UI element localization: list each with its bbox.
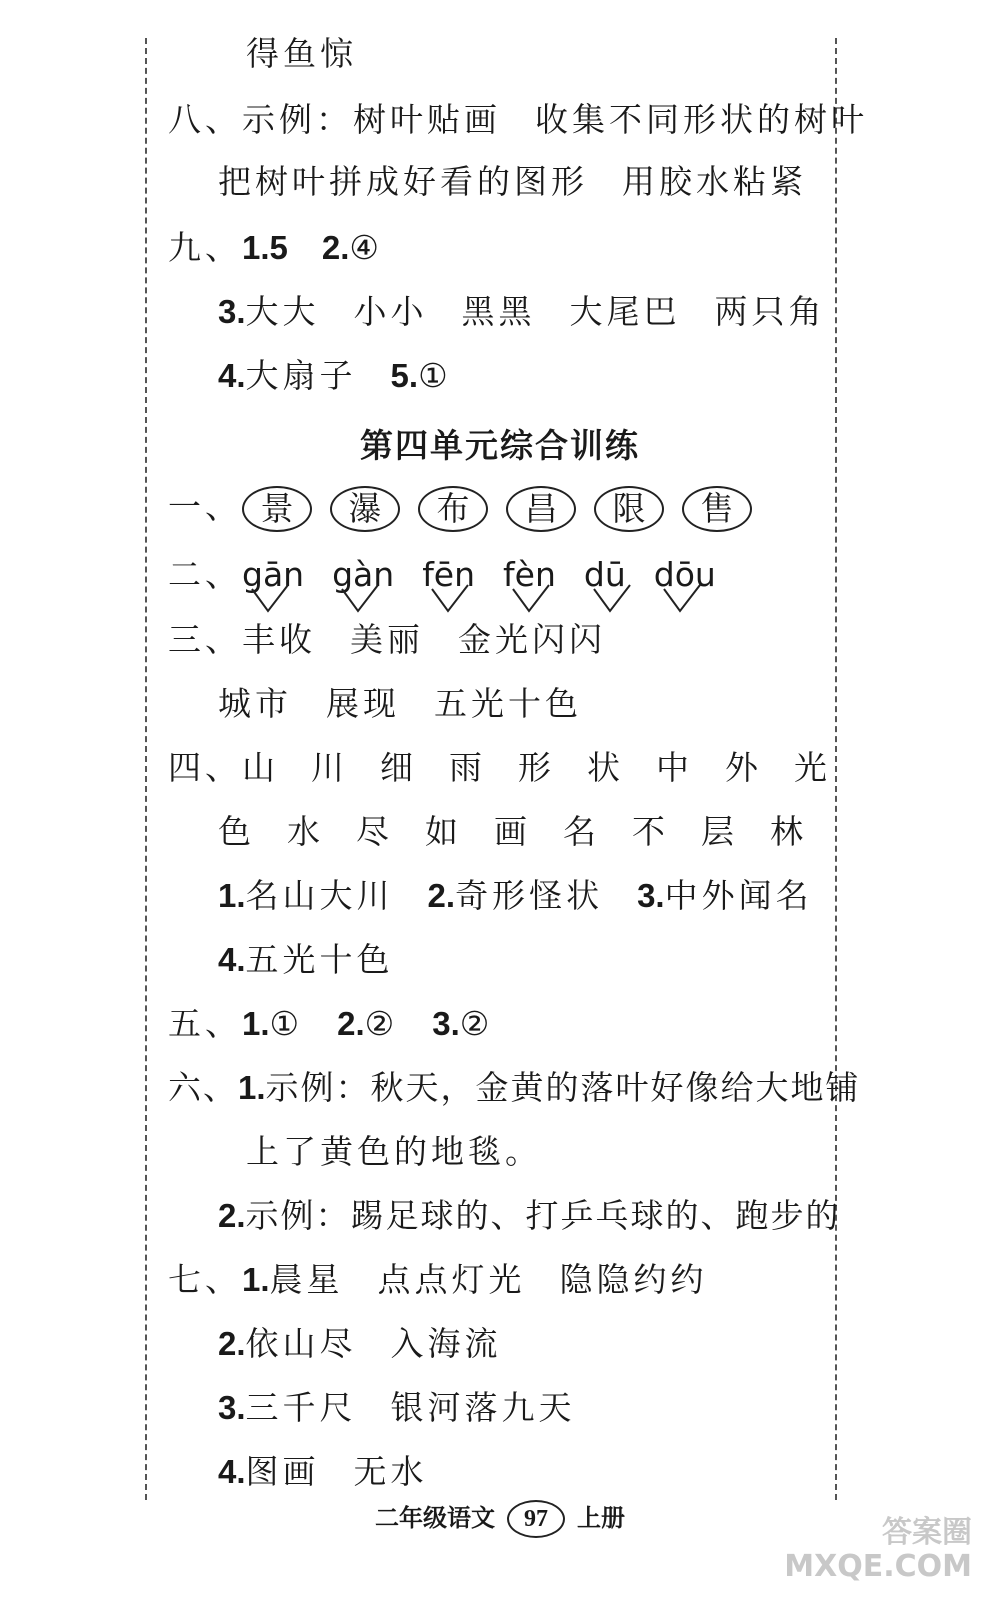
circled-char: 瀑 [330, 486, 400, 532]
unit-q6-line-3: 2.示例：踢足球的、打乒乓球的、跑步的 [218, 1196, 841, 1235]
unit-q4-chars-1: 四、山 川 细 雨 形 状 中 外 光 [168, 748, 831, 787]
unit-title: 第四单元综合训练 [360, 426, 640, 465]
unit-q7-line-1: 七、1.晨星 点点灯光 隐隐约约 [168, 1260, 708, 1299]
unit-q5-line: 五、1.① 2.② 3.② [168, 1004, 494, 1043]
section-9-line-1: 九、1.5 2.④ [168, 228, 384, 267]
carryover-line: 得鱼惊 [246, 34, 357, 73]
circled-char: 昌 [506, 486, 576, 532]
unit-q2-line: 二、gān gàn fēn fèn dū dōu [168, 555, 744, 595]
section-8-line-2: 把树叶拼成好看的图形 用胶水粘紧 [218, 162, 807, 201]
unit-q7-line-3: 3.三千尺 银河落九天 [218, 1388, 576, 1427]
unit-q1-line: 一、 景 瀑 布 昌 限 售 [168, 486, 770, 532]
checkmark-icon [592, 585, 632, 615]
footer-volume: 上册 [577, 1504, 625, 1532]
unit-q4-answers-1: 1.名山大川 2.奇形怪状 3.中外闻名 [218, 876, 813, 915]
section-8-line-1: 八、示例：树叶贴画 收集不同形状的树叶 [168, 100, 868, 139]
checkmark-icon [430, 585, 470, 615]
circled-char: 景 [242, 486, 312, 532]
unit-q7-line-2: 2.依山尽 入海流 [218, 1324, 502, 1363]
circled-char: 限 [594, 486, 664, 532]
section-9-line-2: 3.大大 小小 黑黑 大尾巴 两只角 [218, 292, 826, 331]
section-9-line-3: 4.大扇子 5.① [218, 356, 452, 395]
unit-q3-line-2: 城市 展现 五光十色 [218, 684, 582, 723]
pinyin-checked: fēn [422, 555, 475, 595]
pinyin-checked: gàn [332, 555, 394, 595]
unit-q7-line-4: 4.图画 无水 [218, 1452, 428, 1491]
unit-q4-answers-2: 4.五光十色 [218, 940, 394, 979]
circled-char: 布 [418, 486, 488, 532]
pinyin-checked: fèn [503, 555, 556, 595]
circled-char: 售 [682, 486, 752, 532]
pinyin-checked: dū [584, 555, 626, 595]
checkmark-icon [662, 585, 702, 615]
unit-q6-line-2: 上了黄色的地毯。 [246, 1132, 542, 1171]
pinyin-checked: dōu [654, 555, 716, 595]
unit-q3-line-1: 三、丰收 美丽 金光闪闪 [168, 620, 606, 659]
left-dashed-guide [145, 38, 147, 1500]
checkmark-icon [511, 585, 551, 615]
checkmark-icon [340, 585, 380, 615]
footer-grade: 二年级语文 [375, 1504, 495, 1532]
page-number: 97 [507, 1500, 565, 1538]
checkmark-icon [250, 585, 290, 615]
pinyin-checked: gān [242, 555, 304, 595]
watermark: 答案圈 MXQE.COM [784, 1515, 972, 1584]
unit-q4-chars-2: 色 水 尽 如 画 名 不 层 林 [218, 812, 807, 851]
unit-q6-line-1: 六、1.示例：秋天，金黄的落叶好像给大地铺 [168, 1068, 861, 1107]
